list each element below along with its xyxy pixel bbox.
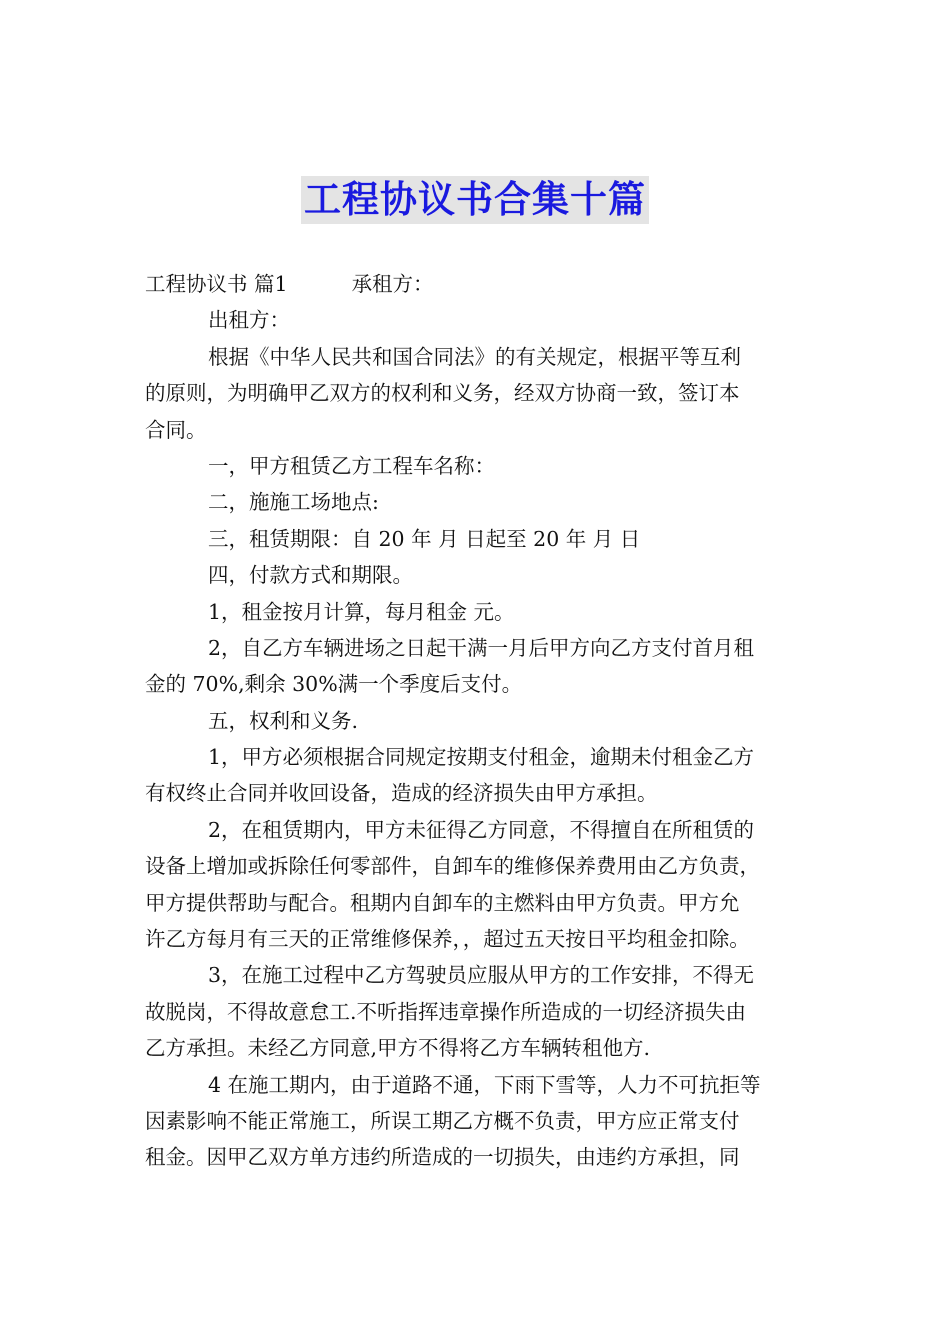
paragraph-line: 金的 70%,剩余 30%满一个季度后支付。 bbox=[145, 672, 523, 697]
document-body bbox=[145, 266, 810, 1176]
paragraph-line: 2，在租赁期内，甲方未征得乙方同意，不得擅自在所租赁的 bbox=[208, 817, 755, 842]
paragraph-line: 1，租金按月计算，每月租金 元。 bbox=[208, 599, 515, 624]
paragraph-line: 乙方承担。未经乙方同意,甲方不得将乙方车辆转租他方. bbox=[145, 1036, 651, 1061]
paragraph-line: 四，付款方式和期限。 bbox=[208, 563, 413, 588]
paragraph-line: 的原则，为明确甲乙双方的权利和义务，经双方协商一致，签订本 bbox=[145, 381, 740, 406]
paragraph-line: 三，租赁期限：自 20 年 月 日起至 20 年 月 日 bbox=[208, 526, 641, 551]
paragraph-line: 3，在施工过程中乙方驾驶员应服从甲方的工作安排，不得无 bbox=[208, 963, 755, 988]
lessee-label: 承租方： bbox=[351, 272, 434, 296]
section-heading-line bbox=[145, 266, 810, 302]
paragraph-line: 出租方： bbox=[208, 308, 290, 333]
paragraph-line: 4 在施工期内，由于道路不通，下雨下雪等，人力不可抗拒等 bbox=[208, 1072, 761, 1097]
paragraph-line: 二，施施工场地点: bbox=[208, 490, 379, 515]
paragraph-line: 设备上增加或拆除任何零部件，自卸车的维修保养费用由乙方负责， bbox=[145, 854, 760, 879]
paragraph-line: 五，权利和义务. bbox=[208, 708, 359, 733]
document-title: 工程协议书合集十篇 bbox=[301, 176, 649, 224]
paragraph-line: 有权终止合同并收回设备，造成的经济损失由甲方承担。 bbox=[145, 781, 658, 806]
paragraph-line: 1，甲方必须根据合同规定按期支付租金，逾期未付租金乙方 bbox=[208, 745, 755, 770]
paragraph-line: 许乙方每月有三天的正常维修保养，，超过五天按日平均租金扣除。 bbox=[145, 927, 750, 952]
paragraph-line: 租金。因甲乙双方单方违约所造成的一切损失，由违约方承担，同 bbox=[145, 1145, 740, 1170]
paragraph-line: 因素影响不能正常施工，所误工期乙方概不负责，甲方应正常支付 bbox=[145, 1108, 740, 1133]
section-heading: 工程协议书 篇1 bbox=[145, 272, 288, 296]
paragraph-line: 一，甲方租赁乙方工程车名称： bbox=[208, 453, 495, 478]
paragraph-line: 合同。 bbox=[145, 417, 207, 442]
paragraph-line: 甲方提供帮助与配合。租期内自卸车的主燃料由甲方负责。甲方允 bbox=[145, 890, 740, 915]
paragraph-line: 2，自乙方车辆进场之日起干满一月后甲方向乙方支付首月租 bbox=[208, 635, 755, 660]
paragraph-line: 故脱岗，不得故意怠工.不听指挥违章操作所造成的一切经济损失由 bbox=[145, 999, 747, 1024]
paragraph-line: 根据《中华人民共和国合同法》的有关规定，根据平等互利 bbox=[208, 344, 741, 369]
title-container bbox=[0, 176, 950, 224]
